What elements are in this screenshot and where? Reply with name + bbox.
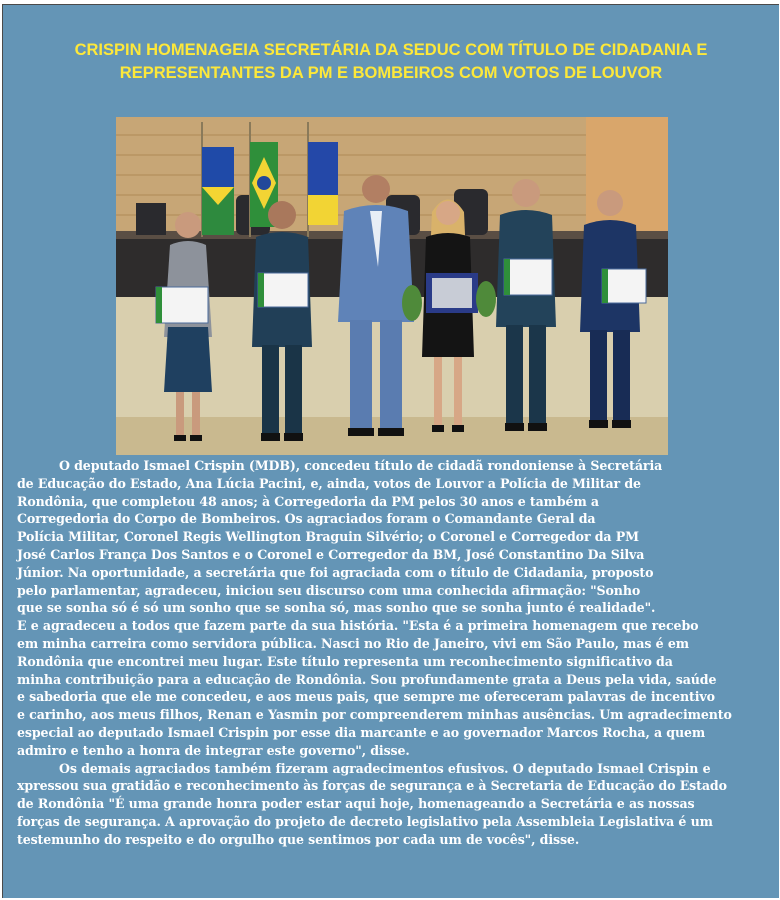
text-line: Rondônia que encontrei meu lugar. Este título representa um reconhecimento significativo da <box>17 653 673 669</box>
headline <box>15 39 767 85</box>
text-line: e carinho, aos meus filhos, Renan e Yasmin por compreenderem minhas ausências. Um agradecimento <box>17 707 732 723</box>
text-line: forças de segurança. A aprovação do projeto de decreto legislativo pela Assembleia Legislativa é um <box>17 813 713 829</box>
article-body <box>17 457 752 849</box>
text-line: minha contribuição para a educação de Rondônia. Sou profundamente grata a Deus pela vida, saúde <box>17 671 717 687</box>
text-line: xpressou sua gratidão e reconhecimento às forças de segurança e à Secretaria de Educação do Estado <box>17 778 727 794</box>
text-line: Rondônia, que completou 48 anos; à Corregedoria da PM pelos 30 anos e também a <box>17 493 599 509</box>
text-line: Polícia Militar, Coronel Regis Wellington Braguin Silvério; o Coronel e Corregedor da PM <box>17 529 639 545</box>
headline-line-2: REPRESENTANTES DA PM E BOMBEIROS COM VOTOS DE LOUVOR <box>119 64 663 82</box>
headline-line-1: CRISPIN HOMENAGEIA SECRETÁRIA DA SEDUC COM TÍTULO DE CIDADANIA E <box>74 41 708 59</box>
article-panel <box>2 4 779 898</box>
ceremony-photo-illustration <box>116 117 668 455</box>
text-line: Os demais agraciados também fizeram agradecimentos efusivos. O deputado Ismael Crispin e <box>59 760 711 776</box>
text-line: que se sonha só é só um sonho que se sonha só, mas sonho que se sonha junto é realidade". <box>17 600 656 616</box>
text-line: testemunho do respeito e do orgulho que sentimos por cada um de vocês", disse. <box>17 831 580 847</box>
text-line: especial ao deputado Ismael Crispin por esse dia marcante e ao governador Marcos Rocha, a quem <box>17 724 706 740</box>
text-line: em minha carreira como servidora pública. Nasci no Rio de Janeiro, vivi em São Paulo, mas é em <box>17 635 689 651</box>
text-line: de Educação do Estado, Ana Lúcia Pacini, e, ainda, votos de Louvor a Polícia de Militar de <box>17 475 641 491</box>
text-line: e sabedoria que ele me concedeu, e aos meus pais, que sempre me ofereceram palavras de incentivo <box>17 689 715 705</box>
text-line: admiro e tenho a honra de integrar este governo", disse. <box>17 742 410 758</box>
text-line: O deputado Ismael Crispin (MDB), concedeu título de cidadã rondoniense à Secretária <box>59 458 663 473</box>
text-line: de Rondônia "É uma grande honra poder estar aqui hoje, homenageando a Secretária e as nossas <box>17 796 695 812</box>
text-line: E e agradeceu a todos que fazem parte da sua história. "Esta é a primeira homenagem que recebo <box>17 618 699 634</box>
text-line: Corregedoria do Corpo de Bombeiros. Os agraciados foram o Comandante Geral da <box>17 511 596 527</box>
paragraph-1 <box>17 457 752 760</box>
text-line: Júnior. Na oportunidade, a secretária que foi agraciada com o título de Cidadania, proposto <box>17 564 654 580</box>
paragraph-2 <box>17 760 752 849</box>
ceremony-photo <box>116 117 668 455</box>
text-line: pelo parlamentar, agradeceu, iniciou seu discurso com uma conhecida afirmação: "Sonho <box>17 582 641 598</box>
text-line: José Carlos França Dos Santos e o Coronel e Corregedor da BM, José Constantino Da Silva <box>17 546 645 562</box>
